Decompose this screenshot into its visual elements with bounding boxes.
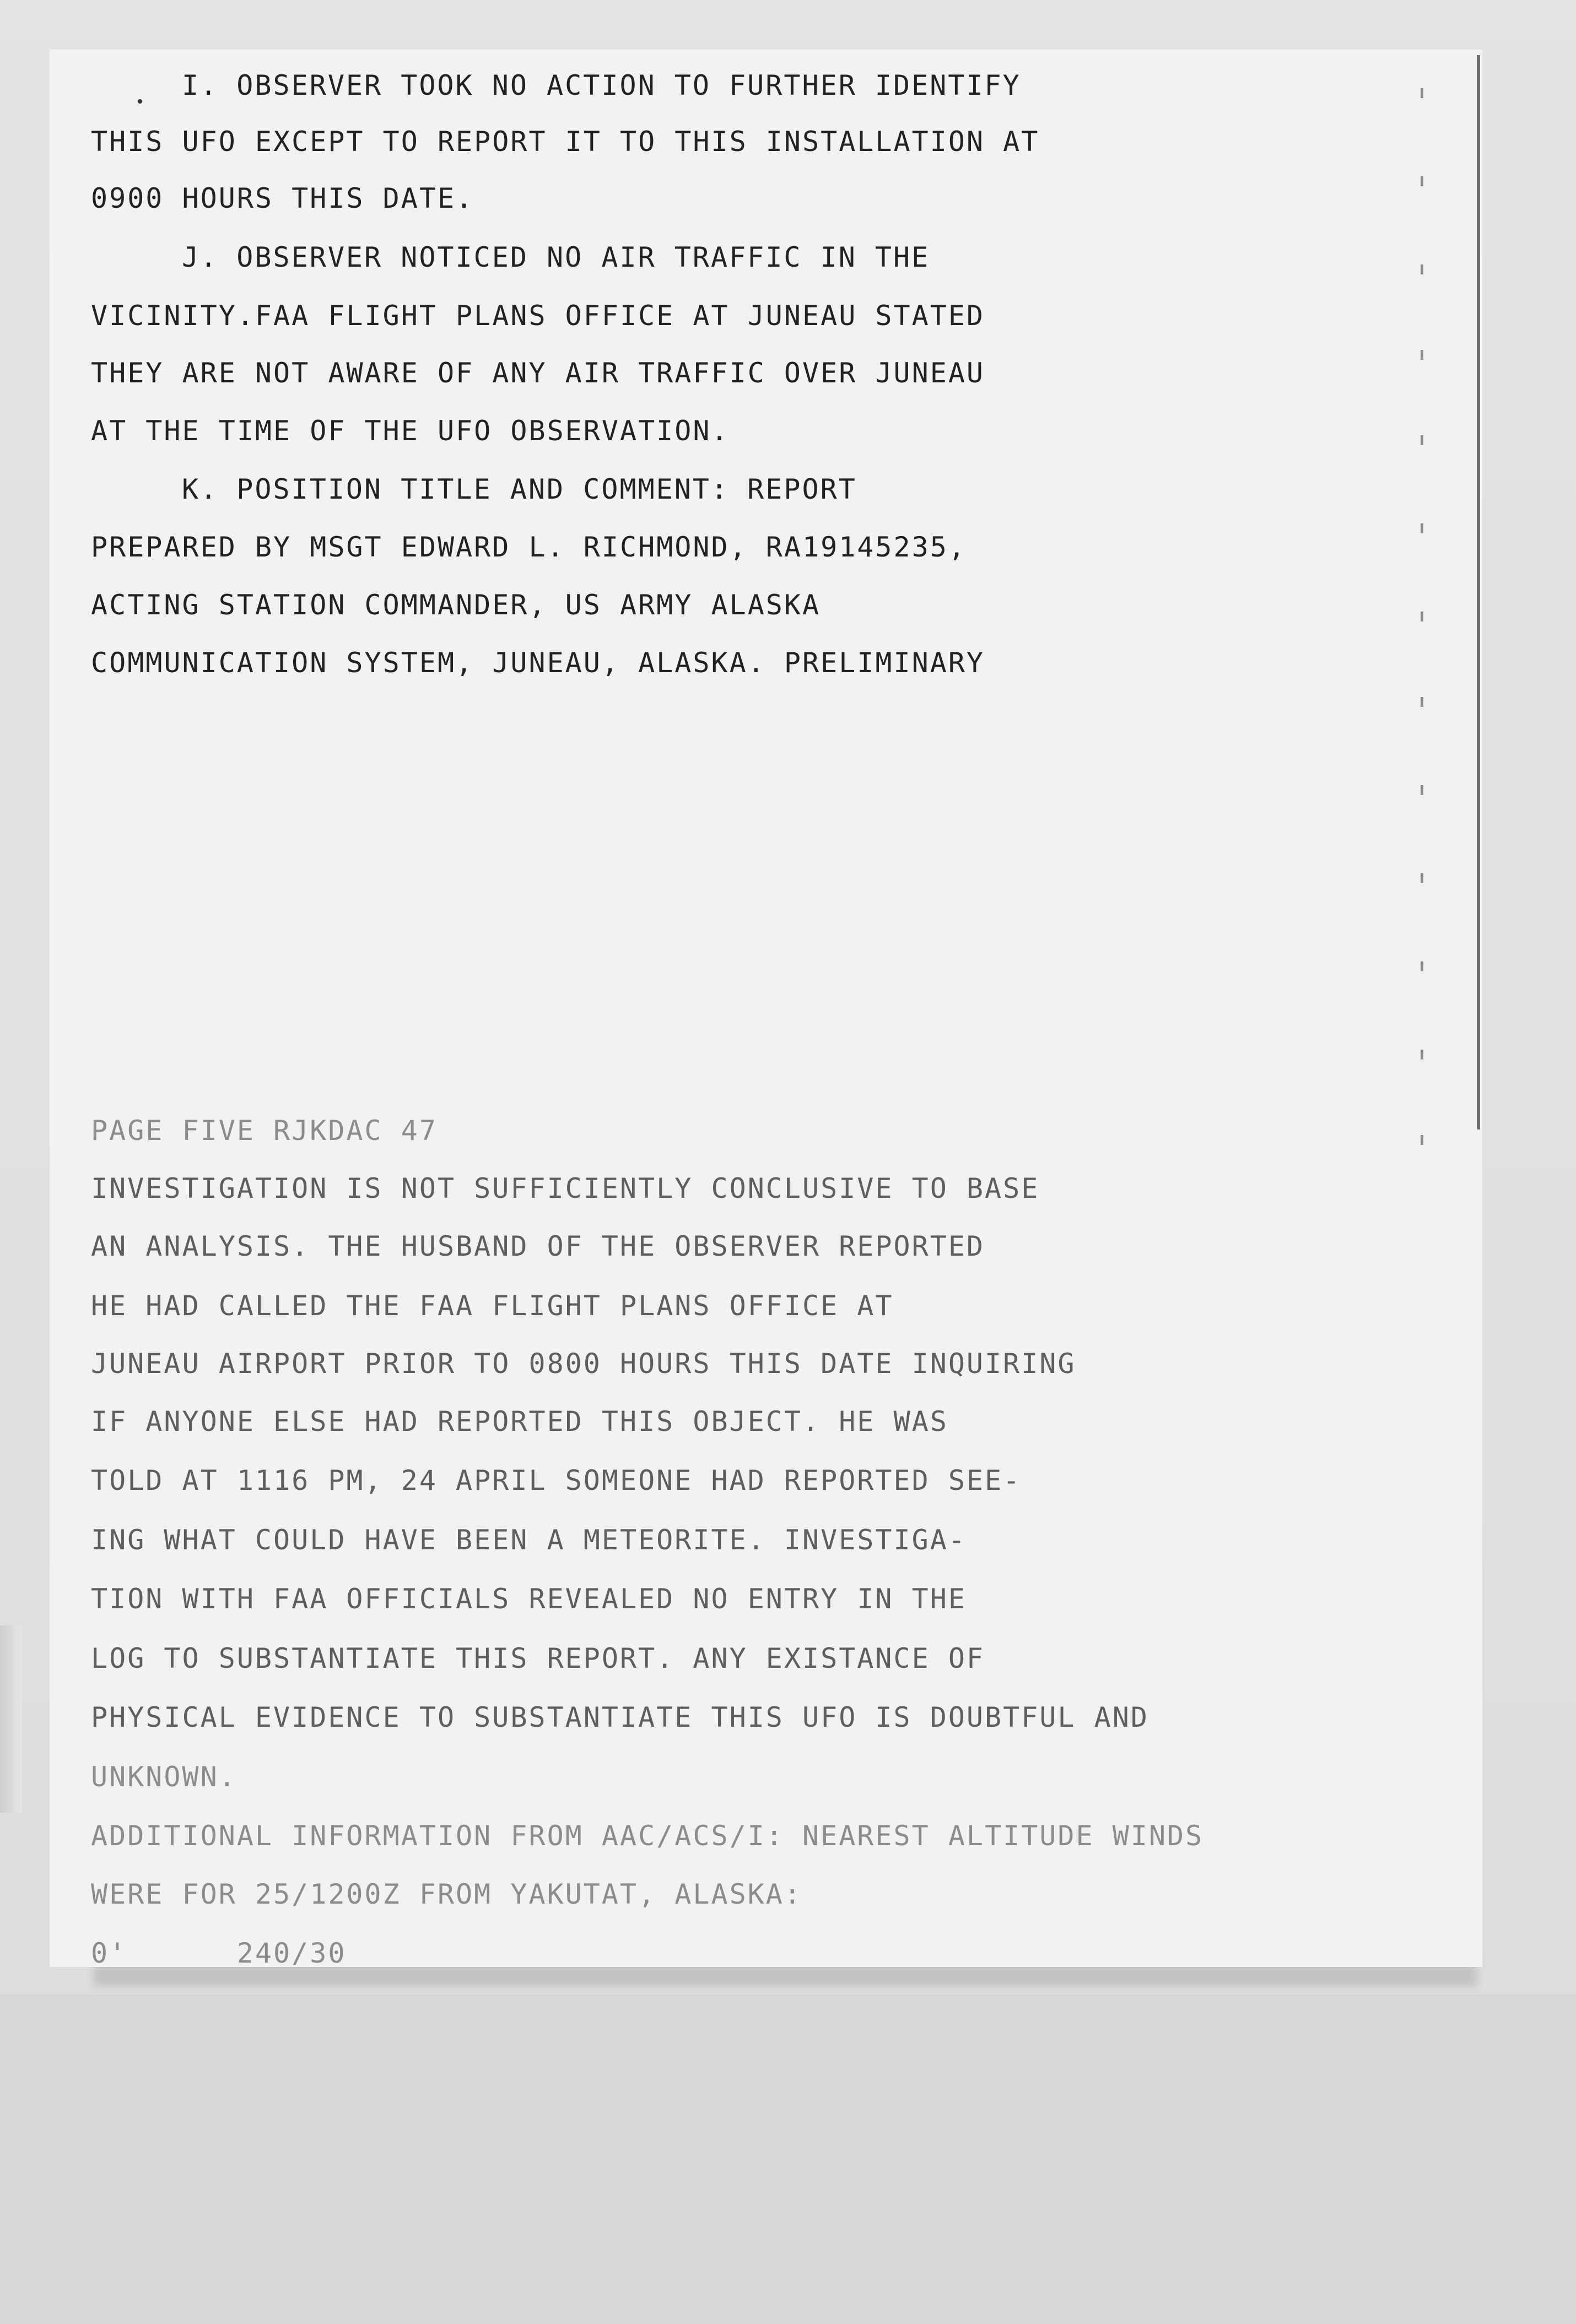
- margin-mark: [1421, 264, 1423, 274]
- document-page: [50, 50, 1482, 1967]
- paragraph-i-line-2: THIS UFO EXCEPT TO REPORT IT TO THIS INSTALLATION AT: [91, 126, 1040, 158]
- continuation-line-2: AN ANALYSIS. THE HUSBAND OF THE OBSERVER REPORTED: [91, 1230, 985, 1262]
- scan-lower-margin: [0, 1995, 1576, 2324]
- continuation-line-10: PHYSICAL EVIDENCE TO SUBSTANTIATE THIS UFO IS DOUBTFUL AND: [91, 1701, 1149, 1733]
- continuation-line-9: LOG TO SUBSTANTIATE THIS REPORT. ANY EXISTANCE OF: [91, 1642, 985, 1674]
- continuation-line-6: TOLD AT 1116 PM, 24 APRIL SOMEONE HAD REPORTED SEE-: [91, 1464, 1022, 1496]
- continuation-line-4: JUNEAU AIRPORT PRIOR TO 0800 HOURS THIS DATE INQUIRING: [91, 1348, 1076, 1380]
- paragraph-i-line-1: I. OBSERVER TOOK NO ACTION TO FURTHER IDENTIFY: [182, 69, 1021, 101]
- paragraph-i-line-3: 0900 HOURS THIS DATE.: [91, 182, 474, 214]
- scan-top-margin: [0, 0, 1576, 39]
- margin-mark: [1421, 350, 1423, 360]
- page-curl-shadow: [0, 1625, 22, 1813]
- continuation-line-5: IF ANYONE ELSE HAD REPORTED THIS OBJECT. HE WAS: [91, 1406, 948, 1437]
- margin-mark: [1421, 961, 1423, 971]
- margin-mark: [1421, 88, 1423, 98]
- margin-mark: [1421, 785, 1423, 795]
- paragraph-k-line-4: COMMUNICATION SYSTEM, JUNEAU, ALASKA. PRELIMINARY: [91, 647, 985, 679]
- continuation-line-8: TION WITH FAA OFFICIALS REVEALED NO ENTRY IN THE: [91, 1583, 967, 1615]
- margin-mark: [1421, 176, 1423, 186]
- winds-data-line: 0' 240/30: [91, 1937, 347, 1969]
- continuation-line-7: ING WHAT COULD HAVE BEEN A METEORITE. INVESTIGA-: [91, 1524, 967, 1556]
- margin-mark: [1421, 435, 1423, 445]
- continuation-line-11: UNKNOWN.: [91, 1761, 237, 1793]
- margin-mark: [1421, 523, 1423, 533]
- paragraph-j-line-3: THEY ARE NOT AWARE OF ANY AIR TRAFFIC OVER JUNEAU: [91, 357, 985, 389]
- paragraph-j-line-4: AT THE TIME OF THE UFO OBSERVATION.: [91, 415, 730, 447]
- page-header: PAGE FIVE RJKDAC 47: [91, 1115, 438, 1147]
- paragraph-k-line-1: K. POSITION TITLE AND COMMENT: REPORT: [182, 473, 857, 505]
- margin-mark: [1421, 1050, 1423, 1060]
- paragraph-k-line-2: PREPARED BY MSGT EDWARD L. RICHMOND, RA19145235,: [91, 531, 967, 563]
- continuation-line-1: INVESTIGATION IS NOT SUFFICIENTLY CONCLUSIVE TO BASE: [91, 1172, 1040, 1204]
- stray-ink-dot: [138, 99, 142, 104]
- margin-mark: [1421, 1135, 1423, 1145]
- paragraph-j-line-1: J. OBSERVER NOTICED NO AIR TRAFFIC IN THE: [182, 241, 930, 273]
- paragraph-k-line-3: ACTING STATION COMMANDER, US ARMY ALASKA: [91, 589, 821, 621]
- margin-mark: [1421, 873, 1423, 883]
- margin-mark: [1421, 697, 1423, 707]
- margin-mark: [1421, 612, 1423, 621]
- additional-info-line-1: ADDITIONAL INFORMATION FROM AAC/ACS/I: NEAREST ALTITUDE WINDS: [91, 1820, 1204, 1852]
- paragraph-j-line-2: VICINITY.FAA FLIGHT PLANS OFFICE AT JUNEAU STATED: [91, 300, 985, 332]
- continuation-line-3: HE HAD CALLED THE FAA FLIGHT PLANS OFFICE AT: [91, 1290, 894, 1322]
- additional-info-line-2: WERE FOR 25/1200Z FROM YAKUTAT, ALASKA:: [91, 1878, 802, 1910]
- page-fold-line: [1477, 55, 1480, 1129]
